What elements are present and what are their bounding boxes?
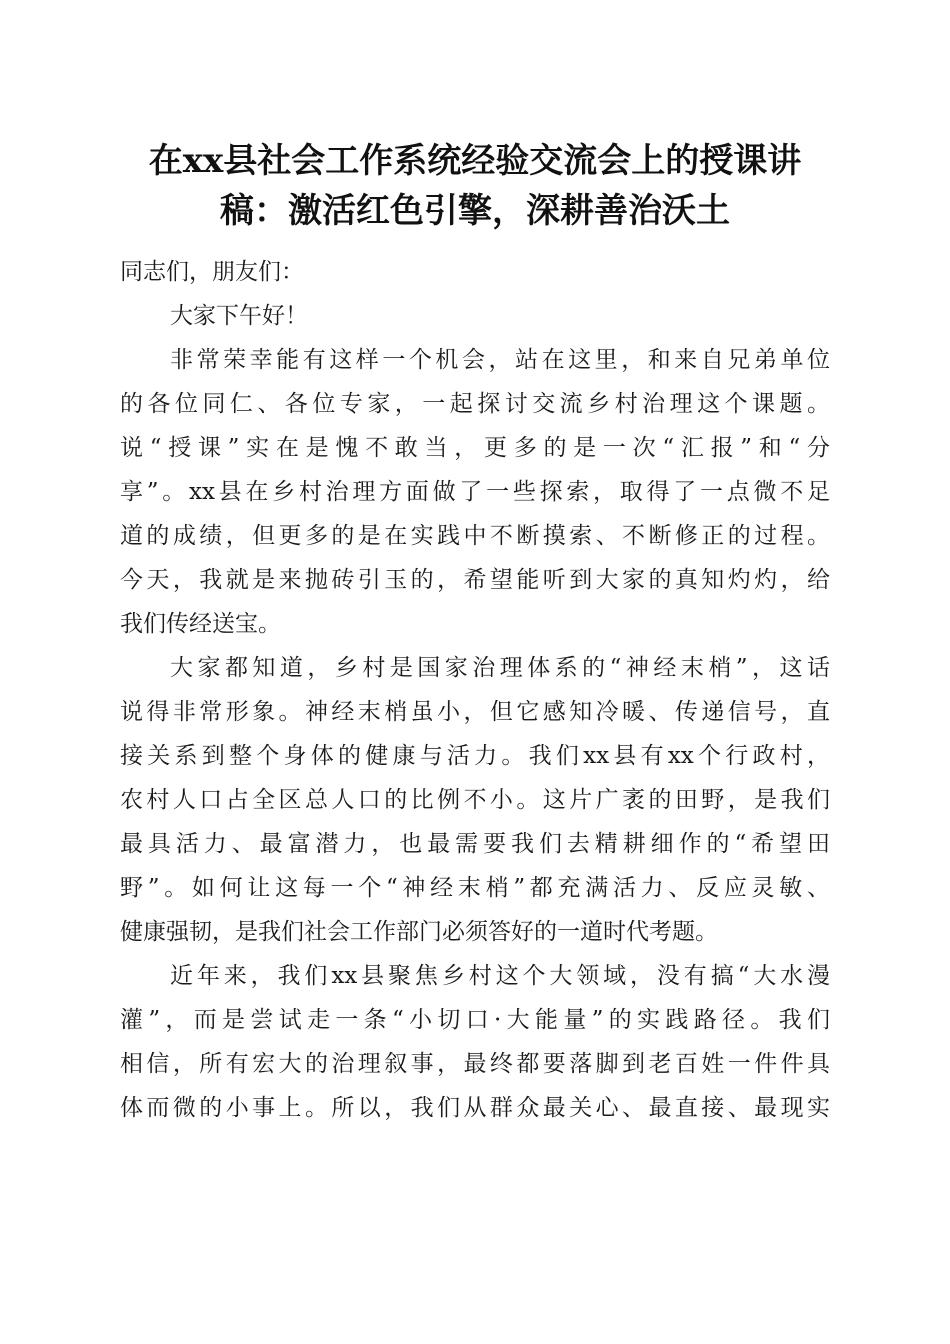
paragraph-line: 体而微的小事上。所以，我们从群众最关心、最直接、最现实	[120, 1095, 830, 1121]
title-line-1: 在xx县社会工作系统经验交流会上的授课讲	[148, 141, 802, 181]
greeting-line: 大家下午好！	[170, 303, 308, 329]
paragraph-line: 近年来，我们xx县聚焦乡村这个大领域，没有搞“大水漫	[170, 963, 830, 989]
paragraph-line: 享”。xx县在乡村治理方面做了一些探索，取得了一点微不足	[120, 479, 830, 505]
paragraph-line: 最具活力、最富潜力，也最需要我们去精耕细作的“希望田	[120, 831, 830, 857]
document-title	[100, 136, 850, 236]
paragraph-line: 说“授课”实在是愧不敢当，更多的是一次“汇报”和“分	[120, 435, 830, 461]
paragraph-line: 接关系到整个身体的健康与活力。我们xx县有xx个行政村，	[120, 743, 830, 769]
paragraph-line: 灌”，而是尝试走一条“小切口·大能量”的实践路径。我们	[120, 1007, 830, 1033]
paragraph-line: 道的成绩，但更多的是在实践中不断摸索、不断修正的过程。	[120, 523, 830, 549]
paragraph-line: 农村人口占全区总人口的比例不小。这片广袤的田野，是我们	[120, 787, 830, 813]
salutation: 同志们，朋友们：	[120, 259, 304, 285]
title-line-2: 稿：激活红色引擎，深耕善治沃土	[220, 191, 730, 231]
paragraph-line: 野”。如何让这每一个“神经末梢”都充满活力、反应灵敏、	[120, 875, 830, 901]
paragraph-line: 大家都知道，乡村是国家治理体系的“神经末梢”，这话	[170, 655, 830, 681]
paragraph-line: 的各位同仁、各位专家，一起探讨交流乡村治理这个课题。	[120, 391, 830, 417]
paragraph-line: 相信，所有宏大的治理叙事，最终都要落脚到老百姓一件件具	[120, 1051, 830, 1077]
paragraph-line: 今天，我就是来抛砖引玉的，希望能听到大家的真知灼灼，给	[120, 567, 830, 593]
paragraph-line: 我们传经送宝。	[120, 611, 281, 637]
document-body	[120, 250, 830, 1130]
paragraph-line: 说得非常形象。神经末梢虽小，但它感知冷暖、传递信号，直	[120, 699, 830, 725]
paragraph-line: 健康强韧，是我们社会工作部门必须答好的一道时代考题。	[120, 919, 718, 945]
paragraph-line: 非常荣幸能有这样一个机会，站在这里，和来自兄弟单位	[170, 347, 830, 373]
